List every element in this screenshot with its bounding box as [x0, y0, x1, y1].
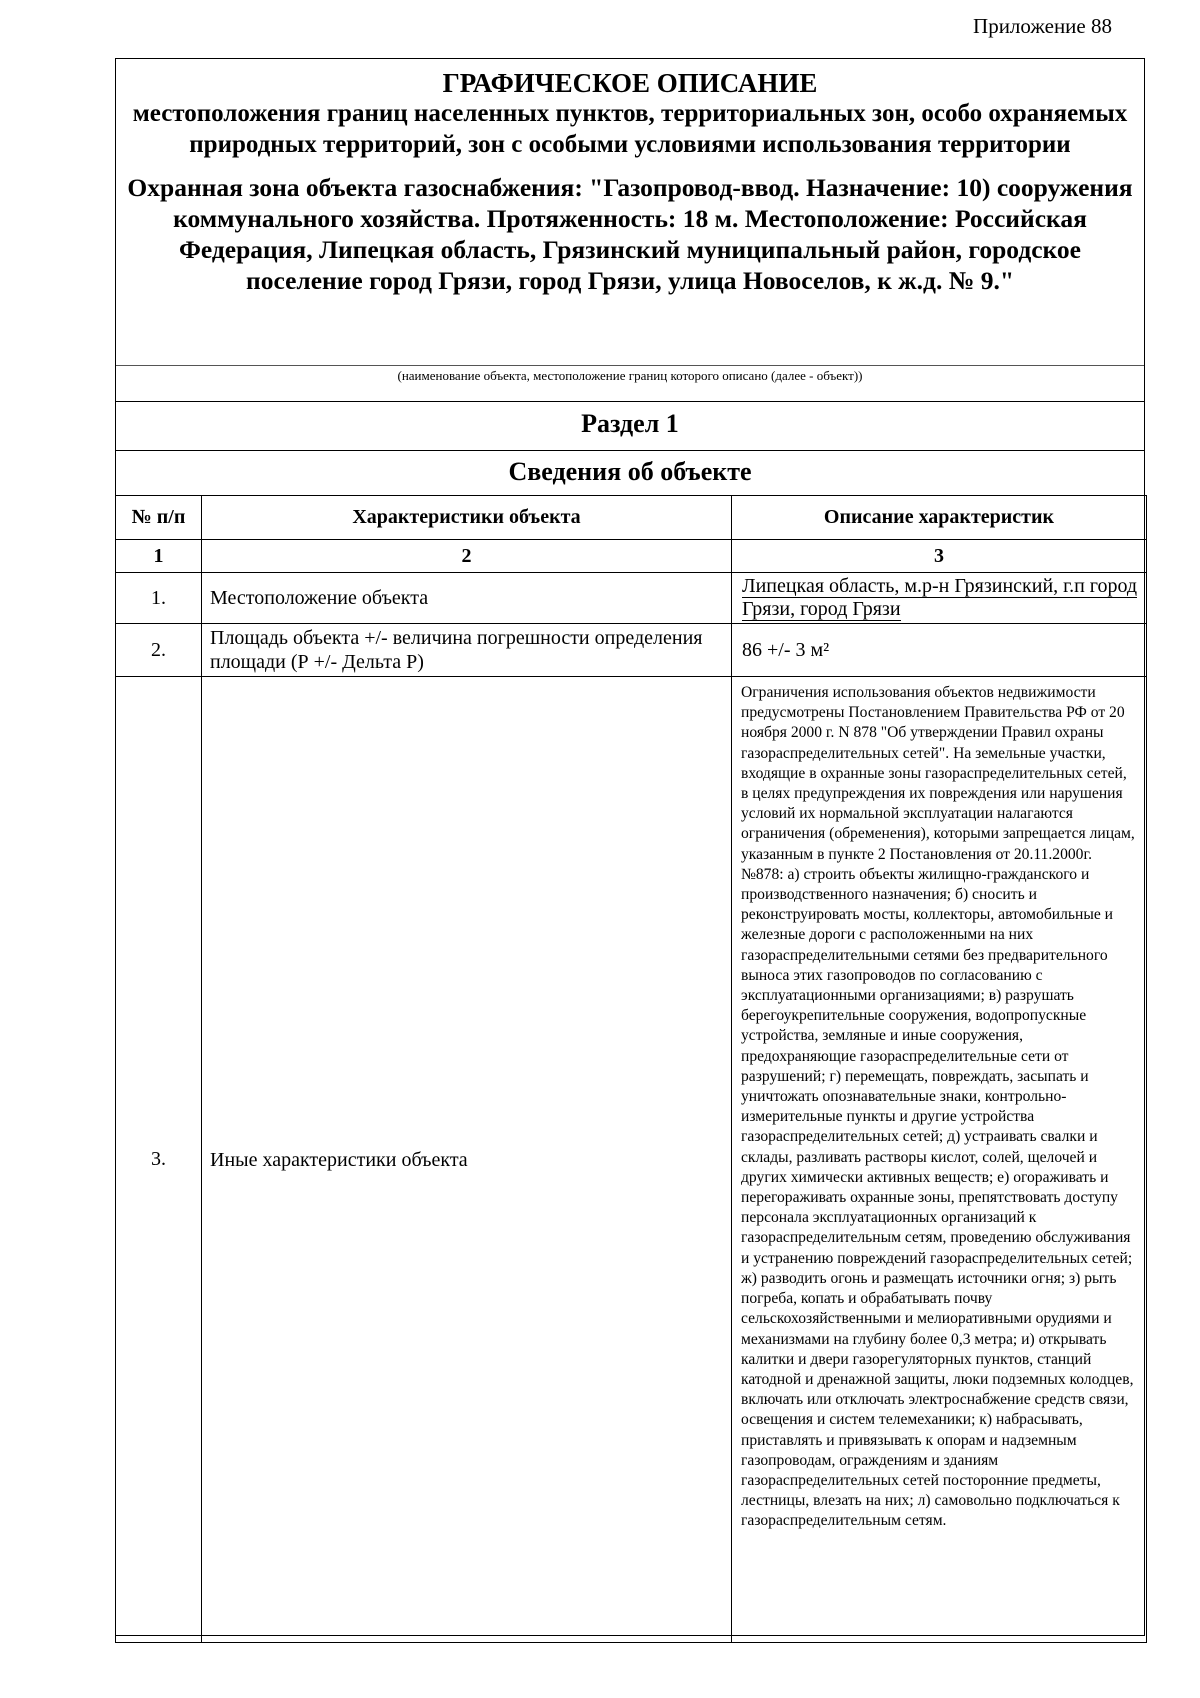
divider [116, 450, 1144, 451]
column-number: 1 [116, 540, 202, 573]
table-row [116, 624, 1147, 677]
row-description: Ограничения использования объектов недвижимости предусмотрены Постановлением Правительства РФ от 20 ноября 2000 г. N 878 "Об утверждении Правил охраны газораспределительных сетей". На земельные участки, входящие в охранные зоны газораспределительных сетей, в целях предупреждения их повреждения или нарушения условий их нормальной эксплуатации налагаются ограничения (обременения), которыми запрещается лицам, указанным в пункте 2 Постановления от 20.11.2000г. №878: а) строить объекты жилищно-гражданского и производственного назначения; б) сносить и реконструировать мосты, коллекторы, автомобильные и железные дороги с расположенными на них газораспределительными сетями без предварительного выноса этих газопроводов по согласованию с эксплуатационными организациями; в) разрушать берегоукрепительные сооружения, водопропускные устройства, земляные и иные сооружения, предохраняющие газораспределительные сети от разрушений; г) перемещать, повреждать, засыпать и уничтожать опознавательные знаки, контрольно-измерительные пункты и другие устройства газораспределительных сетей; д) устраивать свалки и склады, разливать растворы кислот, солей, щелочей и других химически активных веществ; е) огораживать и перегораживать охранные зоны, препятствовать доступу персонала эксплуатационных организаций к газораспределительным сетям, проведению обслуживания и устранению повреждений газораспределительных сетей; ж) разводить огонь и размещать источники огня; з) рыть погреба, копать и обрабатывать почву сельскохозяйственными и мелиоративными орудиями и механизмами на глубину более 0,3 метра; и) открывать калитки и двери газорегуляторных пунктов, станций катодной и дренажной защиты, люки подземных колодцев, включать или отключать электроснабжение средств связи, освещения и систем телемеханики; к) набрасывать, приставлять и привязывать к опорам и надземным газопроводам, ограждениям и зданиям газораспределительных сетей посторонние предметы, лестницы, влезать на них; л) самовольно подключаться к газораспределительным сетям. [732, 677, 1147, 1643]
object-info-table [115, 495, 1147, 1643]
row-number: 2. [116, 624, 202, 677]
table-row [116, 573, 1147, 624]
row-number: 1. [116, 573, 202, 624]
table-row [116, 677, 1147, 1643]
object-name: Охранная зона объекта газоснабжения: "Газопровод-ввод. Назначение: 10) сооружения коммунального хозяйства. Протяженность: 18 м. Местоположение: Российская Федерация, Липецкая область, Грязинский муниципальный район, городское поселение город Грязи, город Грязи, улица Новоселов, к ж.д. № 9." [127, 173, 1133, 295]
column-header-characteristic: Характеристики объекта [202, 496, 732, 540]
column-number: 2 [202, 540, 732, 573]
row-characteristic: Площадь объекта +/- величина погрешности определения площади (Р +/- Дельта Р) [202, 624, 732, 677]
column-header-description: Описание характеристик [732, 496, 1147, 540]
document-frame [115, 58, 1145, 1636]
row-description: 86 +/- 3 м² [732, 624, 1147, 677]
divider [116, 401, 1144, 402]
row-number: 3. [116, 677, 202, 1643]
document-subtitle: местоположения границ населенных пунктов, территориальных зон, особо охраняемых природных территорий, зон с особыми условиями использования территории [132, 100, 1128, 158]
section-subtitle: Сведения об объекте [508, 457, 752, 486]
location-value: Липецкая область, м.р-н Грязинский, г.п город Грязи, город Грязи [742, 575, 1138, 620]
row-description [732, 573, 1147, 624]
table-header-row [116, 496, 1147, 540]
section-title: Раздел 1 [581, 409, 679, 438]
object-name-note: (наименование объекта, местоположение границ которого описано (далее - объект)) [397, 368, 863, 383]
row-characteristic: Местоположение объекта [202, 573, 732, 624]
appendix-label: Приложение 88 [973, 14, 1112, 38]
column-number-row [116, 540, 1147, 573]
column-number: 3 [732, 540, 1147, 573]
document-header [116, 59, 1144, 296]
object-name-underline [116, 365, 1144, 366]
column-header-number: № п/п [116, 496, 202, 540]
row-characteristic: Иные характеристики объекта [202, 677, 732, 1643]
document-title: ГРАФИЧЕСКОЕ ОПИСАНИЕ [442, 68, 818, 98]
